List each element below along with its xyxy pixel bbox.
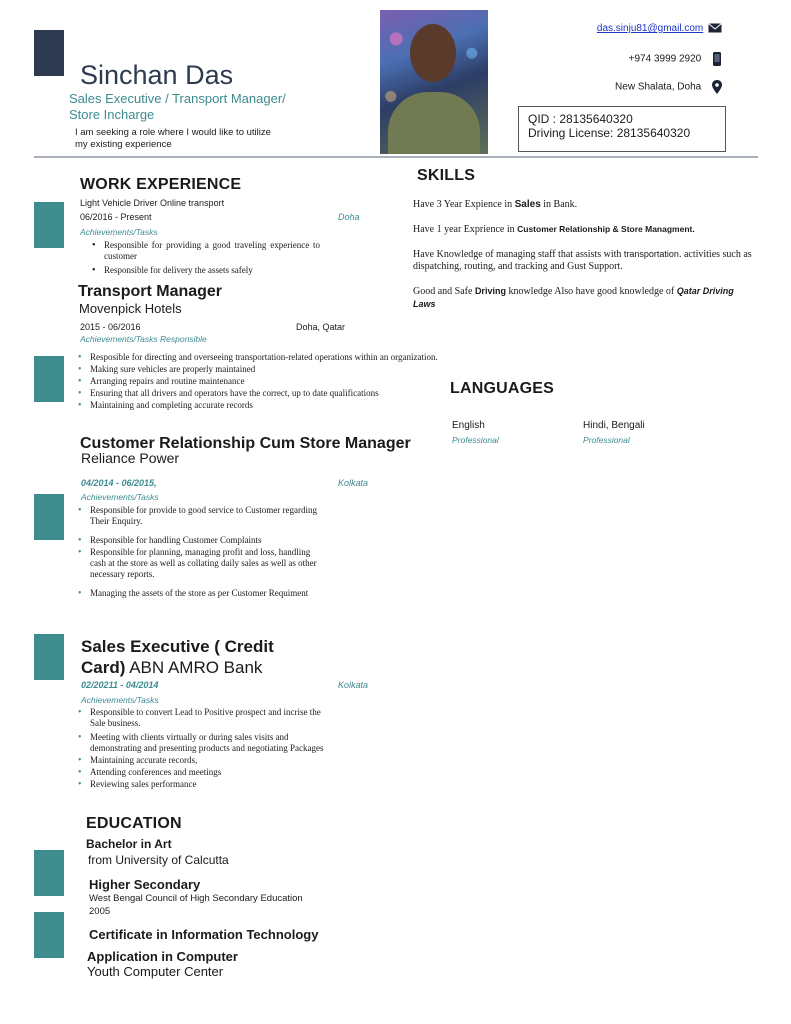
objective-line2: my existing experience — [75, 139, 172, 150]
job1-dates: 06/2016 - Present — [80, 212, 152, 222]
job4-city: Kolkata — [338, 680, 369, 690]
accent-block — [34, 912, 64, 958]
job2-dates: 2015 - 06/2016 — [80, 322, 141, 332]
job1-bullets — [92, 240, 320, 277]
skill-item: Good and Safe Driving knowledge Also have good knowledge of Qatar Driving Laws — [413, 286, 734, 309]
map-pin-icon — [712, 80, 722, 94]
edu3-title: Certificate in Information Technology — [89, 927, 319, 942]
edu2-sub: West Bengal Council of High Secondary Education — [89, 893, 303, 904]
license-text: Driving License: 28135640320 — [528, 126, 691, 140]
job2-company: Movenpick Hotels — [79, 301, 182, 316]
list-item: • Responsible to convert Lead to Positive prospect and incrise the Sale business. — [78, 707, 330, 729]
phone-number: +974 3999 2920 — [628, 53, 702, 65]
list-item: • Managing the assets of the store as per Customer Requiment — [78, 588, 326, 599]
job4-title-line1: Sales Executive ( Credit — [81, 637, 274, 656]
qid-text: QID : 28135640320 — [528, 112, 633, 126]
list-item: • Responsible for delivery the assets safely — [92, 265, 320, 276]
phone-row — [560, 52, 722, 66]
job1-city: Doha — [338, 212, 360, 222]
job2-bullets — [78, 352, 438, 412]
job1-ach-label: Achievements/Tasks — [80, 227, 158, 237]
job2-ach-label: Achievements/Tasks Responsible — [80, 334, 207, 344]
edu2-title: Higher Secondary — [89, 877, 201, 892]
accent-block — [34, 356, 64, 402]
edu1-title: Bachelor in Art — [86, 837, 172, 851]
skill-item: Have 3 Year Expience in Sales in Bank. — [413, 199, 578, 210]
accent-block — [34, 202, 64, 248]
job3-city: Kolkata — [338, 478, 369, 488]
envelope-icon — [708, 23, 722, 33]
language-hindi-bengali: Hindi, Bengali — [583, 420, 645, 431]
list-item: • Making sure vehicles are properly maintained — [78, 364, 438, 375]
skill-item: Have 1 year Exprience in Customer Relationship & Store Managment. — [413, 224, 695, 235]
location-text: New Shalata, Doha — [615, 81, 702, 93]
job2-title: Transport Manager — [78, 283, 223, 300]
profile-photo — [380, 10, 488, 154]
skill-item: Have Knowledge of managing staff that assists with transportation. activities such as dispatching, routing, and tracking and Gust Support. — [413, 249, 752, 272]
edu2-year: 2005 — [89, 906, 111, 917]
work-experience-heading: WORK EXPERIENCE — [80, 176, 242, 193]
job4-title — [81, 636, 274, 678]
candidate-name: Sinchan Das — [80, 60, 234, 90]
objective-line1: I am seeking a role where I would like to utilize — [75, 127, 271, 138]
edu1-sub: from University of Calcutta — [88, 853, 229, 867]
list-item: • Responsible for providing a good traveling experience to customer — [92, 240, 320, 262]
job4-company: ABN AMRO Bank — [129, 658, 263, 677]
edu4-sub: Youth Computer Center — [87, 964, 224, 979]
list-item: • Resposible for directing and overseeing transportation-related operations within an organization. — [78, 352, 438, 363]
accent-block — [34, 850, 64, 896]
id-box — [518, 106, 726, 152]
job2-city: Doha, Qatar — [296, 322, 346, 332]
email-link[interactable]: das.sinju81@gmail.com — [596, 23, 704, 34]
list-item: • Reviewing sales performance — [78, 779, 330, 790]
email-row — [560, 23, 722, 34]
location-row — [560, 80, 722, 94]
job4-title-card: Card) — [81, 658, 126, 677]
header-divider — [34, 156, 758, 158]
accent-block — [34, 494, 64, 540]
job3-title: Customer Relationship Cum Store Manager — [80, 435, 411, 452]
job-title-line1: Sales Executive / Transport Manager/ — [69, 91, 286, 106]
list-item: • Maintaining and completing accurate records — [78, 400, 438, 411]
job3-dates: 04/2014 - 06/2015, — [81, 478, 157, 488]
language-english: English — [452, 420, 485, 431]
list-item: • Maintaining accurate records, — [78, 755, 330, 766]
list-item: • Meeting with clients virtually or during sales visits and demonstrating and presenting products and negotiating Packages — [78, 732, 330, 754]
language-english-level: Professional — [452, 435, 499, 445]
list-item: • Ensuring that all drivers and operators have the correct, up to date qualifications — [78, 388, 438, 399]
header-accent-block — [34, 30, 64, 76]
skills-heading: SKILLS — [417, 167, 476, 184]
list-item: • Responsible for handling Customer Complaints — [78, 535, 326, 546]
job3-ach-label: Achievements/Tasks — [81, 492, 159, 502]
job3-company: Reliance Power — [81, 450, 180, 466]
job4-ach-label: Achievements/Tasks — [81, 695, 159, 705]
phone-icon — [712, 52, 722, 66]
objective — [75, 127, 271, 151]
languages-heading: LANGUAGES — [450, 380, 555, 397]
job-title — [69, 91, 286, 123]
list-item: • Attending conferences and meetings — [78, 767, 330, 778]
skills-list — [413, 199, 758, 311]
job1-title: Light Vehicle Driver Online transport — [80, 198, 225, 208]
edu4-title: Application in Computer — [87, 949, 238, 964]
job4-dates: 02/20211 - 04/2014 — [81, 680, 159, 690]
list-item: • Arranging repairs and routine maintenance — [78, 376, 438, 387]
job4-title-line2 — [81, 657, 274, 678]
language-hindi-bengali-level: Professional — [583, 435, 630, 445]
list-item: • Responsible for provide to good service to Customer regarding Their Enquiry. — [78, 505, 326, 527]
job4-bullets — [78, 707, 330, 791]
job3-bullets — [78, 505, 326, 600]
education-heading: EDUCATION — [86, 815, 182, 832]
job-title-line2: Store Incharge — [69, 107, 155, 122]
list-item: • Responsible for planning, managing profit and loss, handling cash at the store as well as collating daily sales as well as other necessary reports. — [78, 547, 326, 580]
accent-block — [34, 634, 64, 680]
